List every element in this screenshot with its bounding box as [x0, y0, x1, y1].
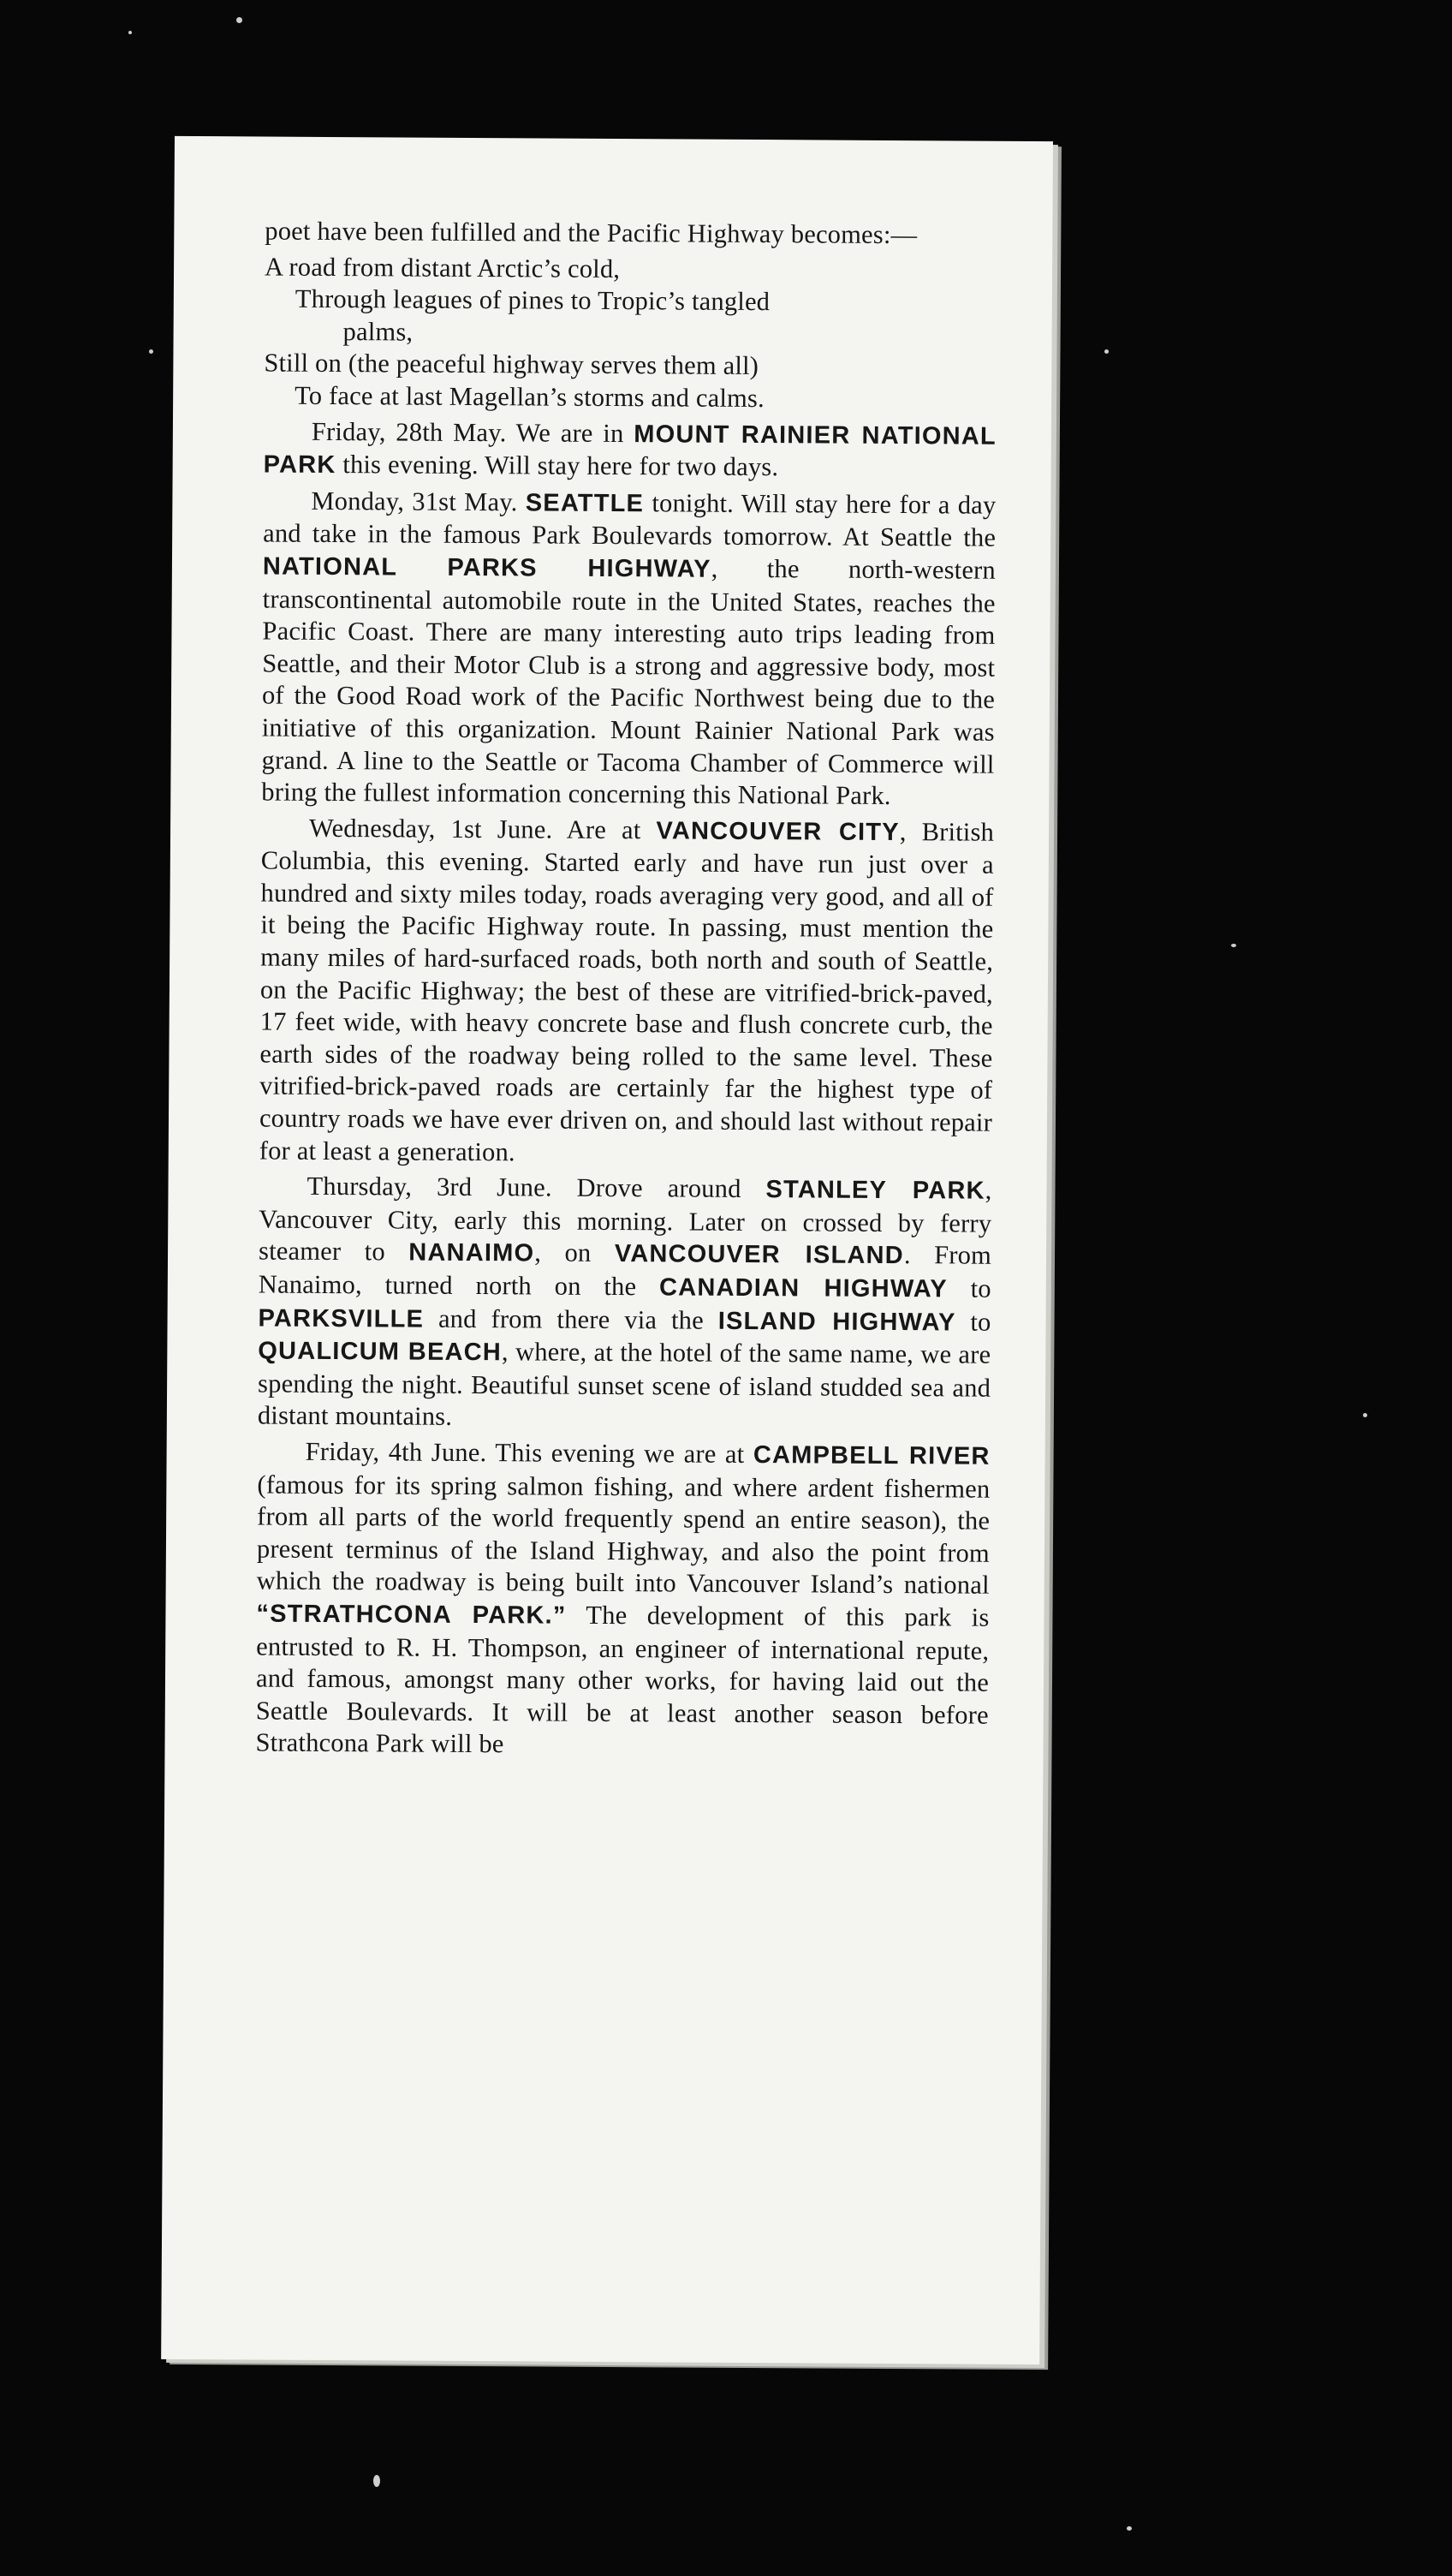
place-name: SEATTLE [525, 489, 645, 517]
place-name: “STRATHCONA PARK.” [256, 1600, 567, 1630]
entry-friday-4th-june [255, 1435, 990, 1763]
entry-wednesday-1st-june [259, 812, 995, 1172]
place-name: PARKSVILLE [258, 1304, 425, 1333]
film-speck [1231, 944, 1236, 947]
entry-text: , British Columbia, this evening. Started early and have run just over a hundred and sixty miles today, roads averaging very good, and all of it being the Pacific Highway route. In passing, must mention the many miles of hard-surfaced roads, both north and south of Seattle, on the Pacific Highway; the best of these are vitrified-brick-paved, 17 feet wide, with heavy concrete base and flush concrete curb, the earth sides of the roadway being rolled to the same level. These vitrified-brick-paved roads are certainly far the highest type of country roads we have ever driven on, and should last without repair for at least a generation. [259, 816, 995, 1166]
poem-line: Through leagues of pines to Tropic’s tangled [295, 283, 771, 317]
entry-thursday-3rd-june [258, 1171, 992, 1437]
entry-text: Thursday, 3rd June. Drove around [306, 1172, 766, 1204]
place-name: NANAIMO [408, 1238, 535, 1267]
entry-text: tonight. Will stay here for a day and take in the famous Park Boulevards tomorrow. At Seattle the [263, 487, 997, 553]
place-name: QUALICUM BEACH [258, 1337, 503, 1367]
entry-friday-28th-may [264, 415, 997, 486]
entry-text: and from there via the [424, 1303, 718, 1335]
entry-text: The development of this park is entrusted to R. H. Thompson, an engineer of international repute, and famous, amongst many other works, for having laid out the Seattle Boulevards. It will be at least another season before Strathcona Park will be [255, 1600, 990, 1759]
entry-text: , where, at the hotel of the same name, we are spending the night. Beautiful sunset scene of island studded sea and distant mountains. [257, 1337, 991, 1432]
film-speck [128, 31, 132, 34]
place-name: STANLEY PARK [765, 1176, 985, 1205]
entry-text: , Vancouver City, early this morning. Later on crossed by ferry steamer to [258, 1175, 992, 1267]
poem-line: palms, [342, 316, 414, 347]
entry-text: , on [534, 1237, 615, 1268]
poem-line: A road from distant Arctic’s cold, [264, 252, 621, 283]
entry-text: Friday, 28th May. We are in [311, 416, 634, 448]
place-name: CANADIAN HIGHWAY [658, 1273, 948, 1303]
entry-text: this evening. Will stay here for two days. [336, 450, 779, 482]
place-name: CAMPBELL RIVER [753, 1440, 991, 1470]
entry-monday-31st-may [261, 485, 996, 813]
place-name: MOUNT RAINIER NATIONAL PARK [263, 420, 997, 480]
document-page [161, 136, 1053, 2364]
entry-text: Friday, 4th June. This evening we are at [305, 1436, 754, 1469]
film-speck [1363, 1413, 1367, 1417]
entry-text: to [947, 1273, 991, 1303]
film-speck [1127, 2526, 1132, 2531]
page-text [255, 216, 997, 1768]
poem-line: To face at last Magellan’s storms and calms. [295, 380, 765, 414]
place-name: VANCOUVER ISLAND [614, 1240, 904, 1270]
poem [264, 251, 997, 416]
place-name: ISLAND HIGHWAY [717, 1307, 956, 1337]
film-speck [373, 2475, 380, 2487]
entry-text: Monday, 31st May. [311, 486, 526, 517]
place-name: VANCOUVER CITY [656, 817, 900, 846]
poem-line: Still on (the peaceful highway serves them all) [264, 348, 759, 381]
entry-text: to [955, 1307, 991, 1337]
film-speck [236, 17, 242, 23]
entry-text: (famous for its spring salmon fishing, and where ardent fishermen from all parts of the world frequently spend an entire season), the present terminus of the Island Highway, and also the point from which the roadway is being built into Vancouver Island’s national [256, 1470, 991, 1601]
entry-text: Wednesday, 1st June. Are at [308, 813, 657, 845]
place-name: NATIONAL PARKS HIGHWAY [262, 552, 711, 583]
entry-text: , the north-western transcontinental automobile route in the United States, reaches the Pacific Coast. There are many interesting auto trips leading from Seattle, and their Motor Club is a strong and aggressive body, most of the Good Road work of the Pacific Northwest being due to the initiative of this organization. Mount Rainier National Park was grand. A line to the Seattle or Tacoma Chamber of Commerce will bring the fullest information concerning this National Park. [261, 553, 997, 811]
opening-paragraph: poet have been fulfilled and the Pacific Highway becomes:— [265, 216, 918, 250]
film-speck [149, 349, 153, 354]
entry-text: . From Nanaimo, turned north on the [258, 1240, 992, 1302]
film-speck [1104, 349, 1109, 354]
